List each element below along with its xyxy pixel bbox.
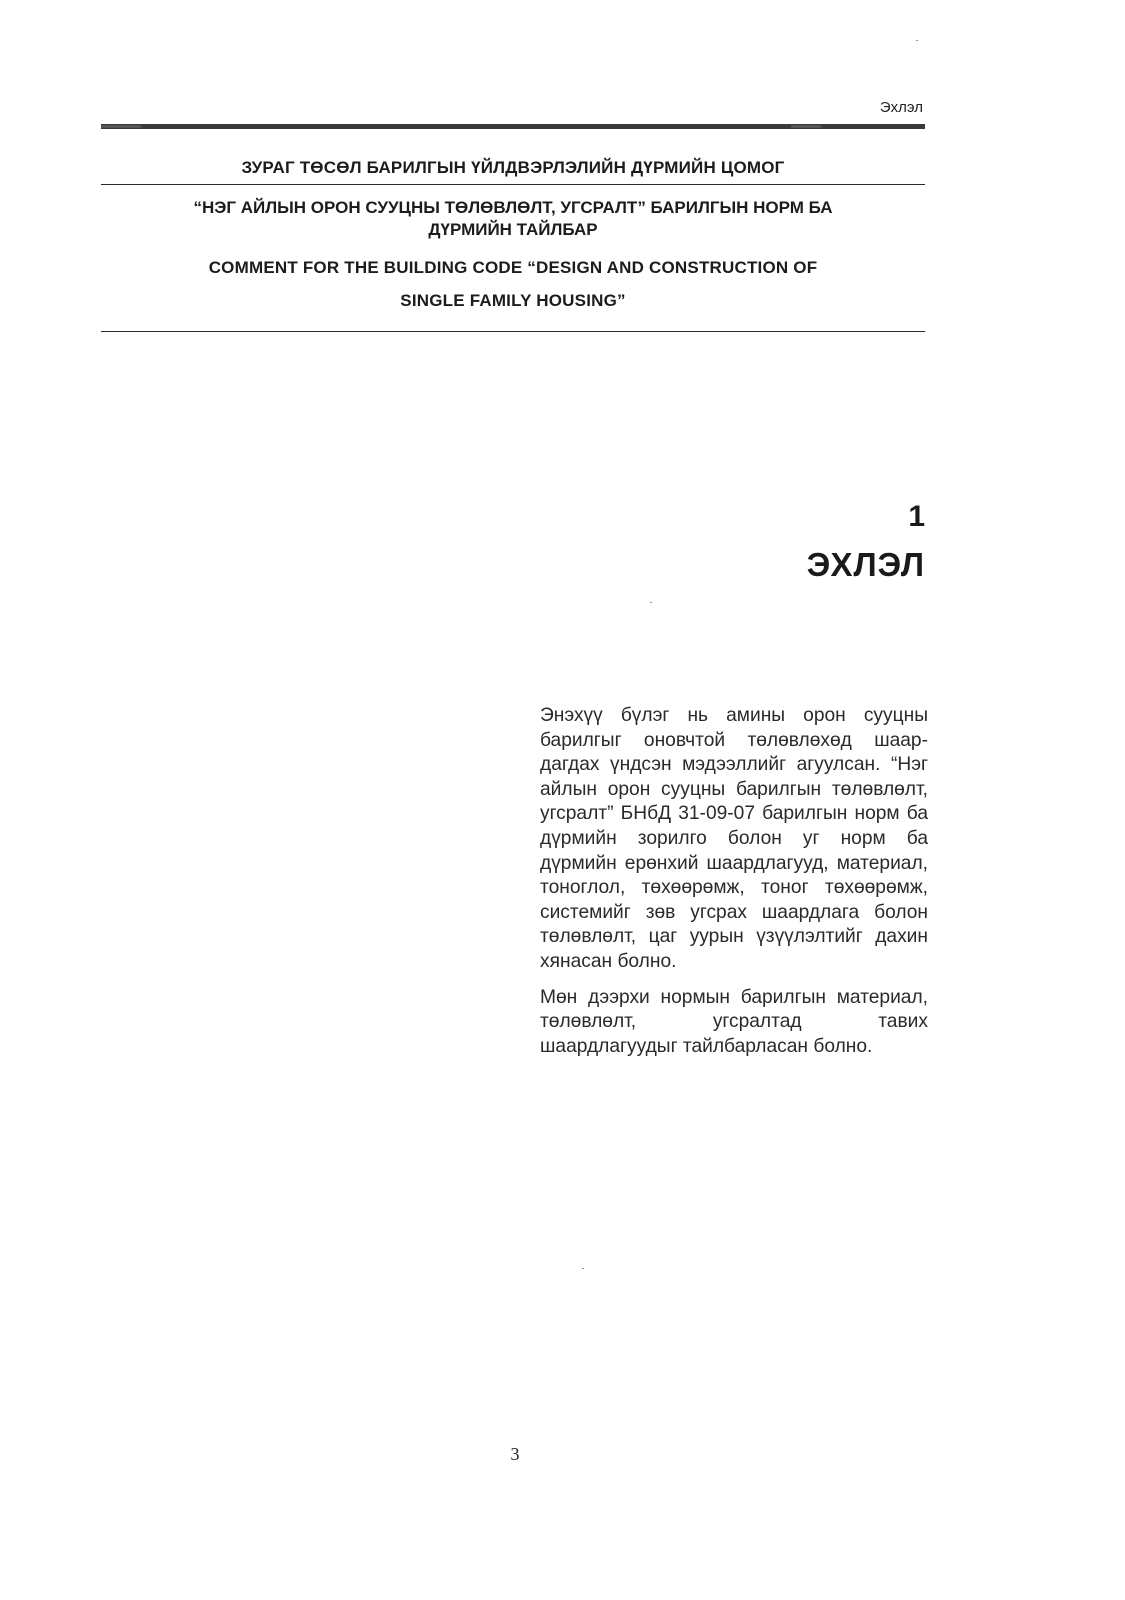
title-bottom-divider [101,331,925,332]
scan-speck [650,602,652,603]
title-divider [101,184,925,185]
english-title-line-2: SINGLE FAMILY HOUSING” [400,291,626,310]
chapter-number: 1 [908,500,925,533]
chapter-title: ЭХЛЭЛ [806,546,925,583]
running-header: Эхлэл [879,99,923,116]
scan-speck [916,40,918,41]
english-title [101,251,925,317]
header-rule [101,124,925,129]
mongolian-title [101,197,925,241]
page-number: 3 [510,1444,520,1464]
chapter-intro-text [540,704,928,1070]
title-block [101,156,925,332]
scan-speck [582,1268,584,1269]
collection-title: ЗУРАГ ТӨСӨЛ БАРИЛГЫН ҮЙЛДВЭРЛЭЛИЙН ДҮРМИЙН ЦОМОГ [241,158,785,177]
mongolian-title-line-2: ДҮРМИЙН ТАЙЛБАР [428,220,598,239]
english-title-line-1: COMMENT FOR THE BUILDING CODE “DESIGN AND CONSTRUCTION OF [208,258,818,277]
intro-paragraph-1: Энэхүү бүлэг нь амины орон сууцны барилгыг оновчтой төлөвлөхөд шаар-дагдах үндсэн мэдээллийг агуулсан. “Нэг айлын орон сууцны барилгын төлөвлөлт, угсралт” БНбД 31-09-07 барилгын норм ба дүрмийн зорилго болон уг норм ба дүрмийн ерөнхий шаардлагууд, материал, тоноглол, төхөөрөмж, тоног төхөөрөмж, системийг зөв угсрах шаардлага болон төлөвлөлт, цаг уурын үзүүлэлтийг дахин хянасан болно. [540,705,928,972]
intro-paragraph-2: Мөн дээрхи нормын барилгын материал, төлөвлөлт, угсралтад тавих шаардлагуудыг тайлбарласан болно. [540,986,928,1057]
mongolian-title-line-1: “НЭГ АЙЛЫН ОРОН СУУЦНЫ ТӨЛӨВЛӨЛТ, УГСРАЛТ” БАРИЛГЫН НОРМ БА [193,198,833,217]
